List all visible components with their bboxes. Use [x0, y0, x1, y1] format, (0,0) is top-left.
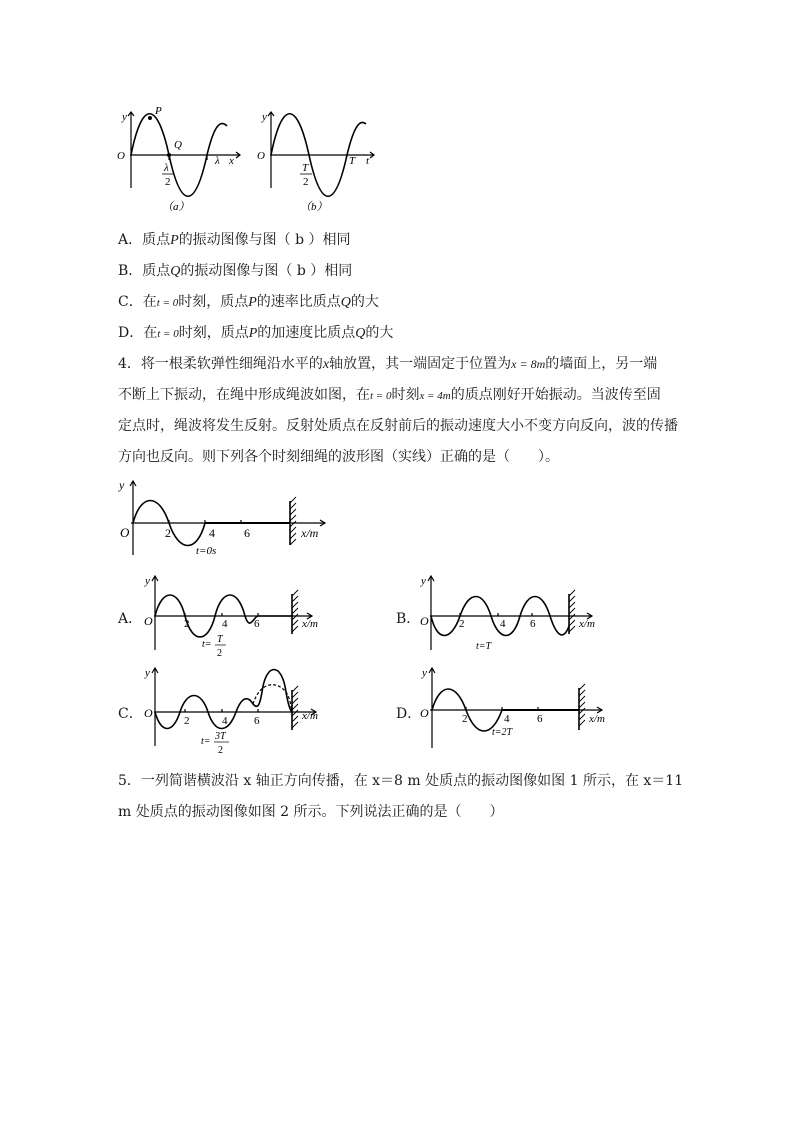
- main-wave-figure: [115, 475, 345, 560]
- figure-b-wave: [252, 100, 382, 220]
- caption-a: （a）: [162, 201, 190, 213]
- half-t-den: 2: [303, 176, 309, 188]
- svg-text:t=: t=: [201, 736, 211, 747]
- x-label: x: [229, 155, 234, 167]
- period-label: T: [349, 155, 356, 167]
- option-a-label: A．: [118, 611, 143, 627]
- q4-line-4: 方向也反向。则下列各个时刻细绳的波形图（实线）正确的是（ ）。: [118, 449, 559, 465]
- q-label: Q: [174, 139, 182, 151]
- svg-text:4: 4: [222, 715, 228, 727]
- q5-line-2: m 处质点的振动图像如图 2 所示。下列说法正确的是（ ）: [118, 804, 504, 820]
- q4-line-3: 定点时，绳波将发生反射。反射处质点在反射前后的振动速度大小不变方向反向，波的传播: [118, 418, 678, 434]
- svg-text:2: 2: [165, 526, 171, 540]
- q3-option-b: B．质点Q的振动图像与图（ b ）相同: [118, 263, 353, 279]
- svg-text:2: 2: [462, 713, 468, 725]
- svg-text:6: 6: [254, 715, 260, 727]
- svg-text:6: 6: [254, 618, 260, 630]
- svg-text:O: O: [120, 525, 130, 540]
- svg-text:3T: 3T: [215, 731, 226, 742]
- svg-text:x/m: x/m: [302, 710, 318, 722]
- q4-line-2: 不断上下振动，在绳中形成绳波如图，在t = 0时刻x = 4m的质点刚好开始振动。当波传至固: [118, 387, 661, 403]
- half-lambda-den: 2: [165, 176, 171, 188]
- t-label: t: [366, 155, 370, 167]
- point-q: [167, 153, 171, 157]
- svg-text:2: 2: [217, 648, 222, 659]
- svg-text:t=: t=: [202, 639, 212, 650]
- half-t-num: T: [302, 162, 309, 174]
- point-p: [148, 116, 152, 120]
- svg-text:O: O: [144, 706, 153, 720]
- svg-text:2: 2: [184, 715, 190, 727]
- q3-option-a: A．质点P的振动图像与图（ b ）相同: [118, 232, 351, 248]
- svg-text:6: 6: [530, 618, 536, 630]
- svg-text:O: O: [420, 706, 429, 720]
- origin-label: O: [257, 150, 265, 162]
- y-label: y: [262, 111, 267, 123]
- svg-text:2: 2: [459, 618, 465, 630]
- q3-option-d: D．在t = 0时刻，质点P的加速度比质点Q的大: [118, 325, 394, 341]
- svg-text:y: y: [145, 575, 150, 587]
- option-c-label: C．: [118, 706, 143, 722]
- origin-label: O: [117, 150, 125, 162]
- svg-text:x/m: x/m: [579, 618, 595, 630]
- svg-text:y: y: [119, 478, 125, 492]
- svg-text:O: O: [420, 614, 429, 628]
- svg-text:y: y: [421, 575, 426, 587]
- svg-text:y: y: [422, 667, 427, 679]
- svg-text:x/m: x/m: [302, 618, 318, 630]
- svg-text:x/m: x/m: [301, 526, 319, 540]
- svg-text:t=0s: t=0s: [196, 545, 217, 557]
- svg-text:4: 4: [209, 526, 215, 540]
- option-a-figure: [140, 570, 340, 665]
- svg-text:4: 4: [504, 713, 510, 725]
- figure-a-wave: [112, 100, 252, 220]
- option-d-label: D．: [396, 706, 422, 722]
- option-b-label: B．: [396, 611, 421, 627]
- svg-text:6: 6: [244, 526, 250, 540]
- q5-line-1: 5．一列简谐横波沿 x 轴正方向传播，在 x＝8 m 处质点的振动图像如图 1 所示，在 x＝11: [118, 773, 684, 789]
- half-lambda-num: λ: [164, 162, 169, 174]
- svg-text:t=T: t=T: [476, 641, 492, 652]
- svg-text:2: 2: [218, 745, 223, 756]
- option-d-figure: [416, 662, 616, 757]
- svg-text:y: y: [145, 667, 150, 679]
- svg-text:T: T: [217, 634, 223, 645]
- svg-text:2: 2: [184, 618, 190, 630]
- svg-text:4: 4: [500, 618, 506, 630]
- option-b-figure: [416, 570, 616, 665]
- svg-text:O: O: [144, 614, 153, 628]
- q3-option-c: C．在t = 0时刻，质点P的速率比质点Q的大: [118, 294, 379, 310]
- q4-line-1: 4．将一根柔软弹性细绳沿水平的x轴放置，其一端固定于位置为x = 8m的墙面上，另一端: [118, 356, 658, 372]
- svg-text:x/m: x/m: [589, 713, 605, 725]
- option-c-figure: [140, 662, 340, 757]
- svg-text:t=2T: t=2T: [492, 727, 513, 738]
- lambda-label: λ: [215, 155, 220, 167]
- svg-text:6: 6: [537, 713, 543, 725]
- caption-b: （b）: [300, 201, 328, 213]
- p-label: P: [155, 105, 162, 117]
- y-label: y: [122, 111, 127, 123]
- svg-text:4: 4: [222, 618, 228, 630]
